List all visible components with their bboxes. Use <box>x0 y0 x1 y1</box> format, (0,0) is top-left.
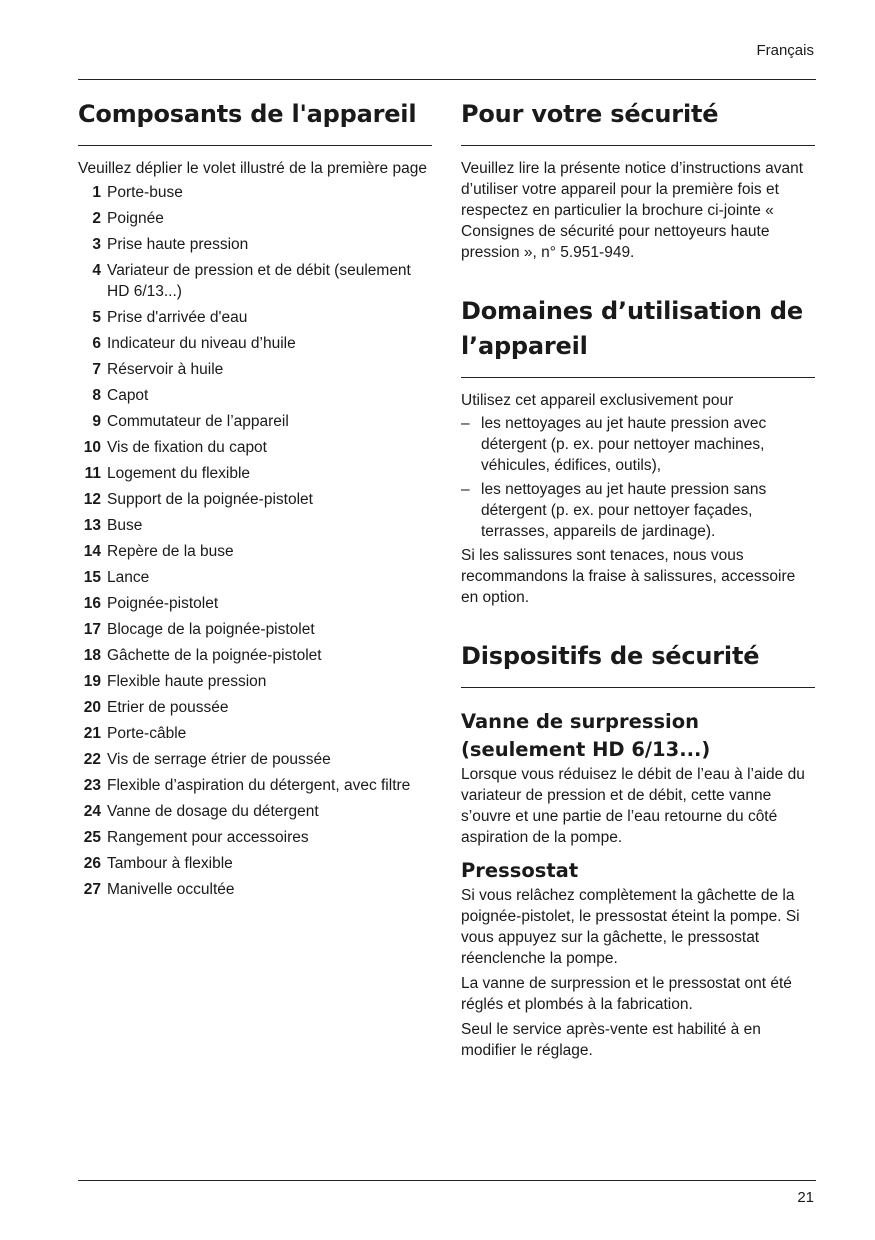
item-number: 20 <box>83 699 101 716</box>
list-item <box>78 411 432 432</box>
item-label: Poignée-pistolet <box>107 595 219 612</box>
item-label: Porte-buse <box>107 184 183 201</box>
pressostat-heading: Pressostat <box>461 859 579 882</box>
item-number: 25 <box>83 829 101 846</box>
footer-rule <box>78 1180 816 1181</box>
item-label: Commutateur de l’appareil <box>107 413 289 430</box>
list-item <box>78 775 432 796</box>
devices-heading: Dispositifs de sécurité <box>461 634 815 688</box>
item-number: 13 <box>83 517 101 534</box>
item-label: Support de la poignée-pistolet <box>107 491 313 508</box>
usage-item-text: les nettoyages au jet haute pression avec détergent (p. ex. pour nettoyer machines, véhicules, édifices, outils), <box>481 415 767 474</box>
list-item <box>78 853 432 874</box>
safety-heading: Pour votre sécurité <box>461 92 815 146</box>
item-number: 5 <box>92 309 101 326</box>
list-item <box>461 479 815 542</box>
item-number: 6 <box>92 335 101 352</box>
item-label: Capot <box>107 387 149 404</box>
item-number: 12 <box>83 491 101 508</box>
item-number: 27 <box>83 881 101 898</box>
usage-note: Si les salissures sont tenaces, nous vous recommandons la fraise à salissures, accessoire en option. <box>461 547 796 606</box>
item-label: Poignée <box>107 210 164 227</box>
item-number: 22 <box>83 751 101 768</box>
item-label: Prise d'arrivée d'eau <box>107 309 248 326</box>
item-label: Manivelle occultée <box>107 881 235 898</box>
pressostat-text: Si vous relâchez complètement la gâchette de la poignée-pistolet, le pressostat éteint la pompe. Si vous appuyez sur la gâchette, le pressostat réenclenche la pompe. <box>461 887 800 967</box>
item-number: 15 <box>83 569 101 586</box>
list-item <box>78 437 432 458</box>
list-item <box>78 234 432 255</box>
components-intro: Veuillez déplier le volet illustré de la première page <box>78 160 427 177</box>
item-label: Vanne de dosage du détergent <box>107 803 319 820</box>
list-item <box>78 567 432 588</box>
item-number: 24 <box>83 803 101 820</box>
item-number: 16 <box>83 595 101 612</box>
usage-intro: Utilisez cet appareil exclusivement pour <box>461 392 734 409</box>
item-label: Variateur de pression et de débit (seulement HD 6/13...) <box>107 262 411 300</box>
item-number: 3 <box>92 236 101 253</box>
list-item <box>78 827 432 848</box>
list-item <box>78 749 432 770</box>
list-item <box>78 619 432 640</box>
list-item <box>78 385 432 406</box>
usage-item-text: les nettoyages au jet haute pression sans détergent (p. ex. pour nettoyer façades, terrasses, appareils de jardinage). <box>481 481 767 540</box>
components-list <box>78 182 432 900</box>
item-number: 7 <box>92 361 101 378</box>
list-item <box>78 697 432 718</box>
item-label: Indicateur du niveau d’huile <box>107 335 296 352</box>
components-heading: Composants de l'appareil <box>78 92 432 146</box>
item-label: Tambour à flexible <box>107 855 233 872</box>
item-number: 19 <box>83 673 101 690</box>
valve-text: Lorsque vous réduisez le débit de l’eau à l’aide du variateur de pression et de débit, cette vanne s’ouvre et une partie de l’eau retourne du côté aspiration de la pompe. <box>461 766 805 846</box>
item-number: 18 <box>83 647 101 664</box>
dash-marker: – <box>461 415 470 432</box>
item-number: 4 <box>92 262 101 279</box>
list-item <box>78 723 432 744</box>
left-column <box>78 92 432 905</box>
list-item <box>78 359 432 380</box>
item-number: 1 <box>92 184 101 201</box>
item-label: Flexible haute pression <box>107 673 267 690</box>
list-item <box>78 307 432 328</box>
safety-text: Veuillez lire la présente notice d’instructions avant d’utiliser votre appareil pour la première fois et respectez en particulier la brochure ci-jointe « Consignes de sécurité pour nettoyeurs haute pression », n° 5.951-949. <box>461 160 804 261</box>
right-column <box>461 92 815 1061</box>
item-label: Flexible d’aspiration du détergent, avec filtre <box>107 777 411 794</box>
item-label: Gâchette de la poignée-pistolet <box>107 647 322 664</box>
item-label: Buse <box>107 517 143 534</box>
item-number: 23 <box>83 777 101 794</box>
list-item <box>78 593 432 614</box>
pressostat-service: Seul le service après-vente est habilité à en modifier le réglage. <box>461 1021 761 1059</box>
item-number: 17 <box>83 621 101 638</box>
item-label: Réservoir à huile <box>107 361 224 378</box>
list-item <box>78 208 432 229</box>
item-number: 14 <box>83 543 101 560</box>
list-item <box>78 489 432 510</box>
item-number: 21 <box>83 725 101 742</box>
item-label: Prise haute pression <box>107 236 249 253</box>
item-label: Etrier de poussée <box>107 699 229 716</box>
list-item <box>78 260 432 302</box>
list-item <box>78 463 432 484</box>
item-number: 8 <box>92 387 101 404</box>
item-label: Rangement pour accessoires <box>107 829 309 846</box>
item-label: Repère de la buse <box>107 543 234 560</box>
list-item <box>461 413 815 476</box>
item-label: Lance <box>107 569 150 586</box>
valve-heading: Vanne de surpression (seulement HD 6/13...) <box>461 710 711 761</box>
list-item <box>78 541 432 562</box>
list-item <box>78 515 432 536</box>
list-item <box>78 333 432 354</box>
item-number: 2 <box>92 210 101 227</box>
page-number: 21 <box>797 1189 814 1206</box>
list-item <box>78 182 432 203</box>
header-rule <box>78 79 816 80</box>
item-number: 11 <box>84 465 101 482</box>
list-item <box>78 645 432 666</box>
item-label: Logement du flexible <box>107 465 251 482</box>
item-number: 26 <box>83 855 101 872</box>
list-item <box>78 879 432 900</box>
usage-heading: Domaines d’utilisation de l’appareil <box>461 289 815 378</box>
header-language: Français <box>756 42 814 59</box>
pressostat-note: La vanne de surpression et le pressostat ont été réglés et plombés à la fabrication. <box>461 975 792 1013</box>
item-number: 10 <box>83 439 101 456</box>
list-item <box>78 671 432 692</box>
usage-list <box>461 413 815 542</box>
item-label: Vis de fixation du capot <box>107 439 267 456</box>
item-label: Porte-câble <box>107 725 187 742</box>
item-label: Vis de serrage étrier de poussée <box>107 751 331 768</box>
list-item <box>78 801 432 822</box>
item-number: 9 <box>92 413 101 430</box>
dash-marker: – <box>461 481 470 498</box>
item-label: Blocage de la poignée-pistolet <box>107 621 315 638</box>
